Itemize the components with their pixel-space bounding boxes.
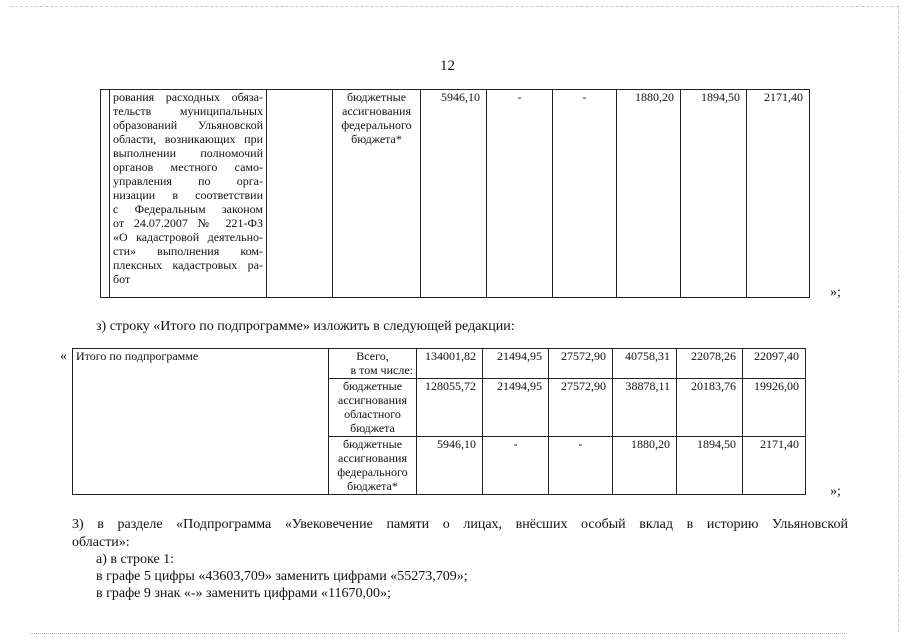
description-line: области, возникающих при	[113, 132, 263, 146]
row-number-cell	[101, 90, 110, 298]
value-cell: 2171,40	[743, 437, 806, 495]
opening-quote: «	[60, 349, 67, 364]
value-cell: 21494,95	[483, 379, 549, 437]
scan-border-right	[898, 6, 899, 632]
paragraph-column-9: в графе 9 знак «-» заменить цифрами «11670,00»;	[96, 586, 391, 601]
description-line: образований Ульяновской	[113, 118, 263, 132]
category-line: федерального	[337, 465, 408, 479]
funding-source-cell	[329, 437, 417, 495]
label-cell: Итого по подпрограмме	[73, 349, 329, 495]
table-total	[72, 348, 806, 495]
category-line: бюджетные	[346, 90, 407, 104]
value-cell: 1880,20	[613, 437, 677, 495]
category-line: ассигнования	[342, 104, 411, 118]
category-line: бюджетные	[342, 437, 403, 451]
category-line: Всего,	[356, 349, 389, 363]
funding-source-cell	[329, 379, 417, 437]
value-cell: 2171,40	[747, 90, 810, 298]
scan-border-top	[10, 6, 899, 7]
page-number: 12	[440, 58, 455, 74]
value-cell: 128055,72	[417, 379, 483, 437]
description-line: от 24.07.2007 № 221-ФЗ	[113, 216, 263, 230]
value-cell: 21494,95	[483, 349, 549, 379]
description-line: выполнении полномочий	[113, 146, 263, 160]
description-line: бот	[113, 272, 131, 286]
paragraph-3: 3) в разделе «Подпрограмма «Увековечение памяти о лицах, внёсших особый вклад в историю Ульяновской	[72, 517, 848, 532]
description-line: управления по орга-	[113, 174, 263, 188]
scan-border-bottom	[30, 633, 845, 634]
value-cell: -	[549, 437, 613, 495]
description-line: тельств муниципальных	[113, 104, 263, 118]
value-cell: 38878,11	[613, 379, 677, 437]
category-line: ассигнования	[338, 451, 407, 465]
category-line: бюджетные	[342, 379, 403, 393]
responsible-cell	[267, 90, 333, 298]
value-cell: 22078,26	[677, 349, 743, 379]
category-line: бюджета	[350, 421, 395, 435]
value-cell: -	[487, 90, 553, 298]
description-line: рования расходных обяза-	[113, 90, 263, 104]
description-line: с Федеральным законом	[113, 202, 263, 216]
value-cell: 5946,10	[417, 437, 483, 495]
value-cell: 1894,50	[681, 90, 747, 298]
funding-source-cell	[329, 349, 417, 379]
closing-quote: »;	[830, 484, 841, 499]
table-row	[73, 349, 806, 379]
description-cell	[110, 90, 267, 298]
value-cell: 1894,50	[677, 437, 743, 495]
paragraph-a: а) в строке 1:	[96, 552, 175, 567]
closing-quote: »;	[830, 285, 841, 300]
value-cell: 40758,31	[613, 349, 677, 379]
paragraph-z: з) строку «Итого по подпрограмме» изложить в следующей редакции:	[96, 319, 515, 334]
description-line: низации в соответствии	[113, 188, 263, 202]
value-cell: -	[483, 437, 549, 495]
value-cell: 19926,00	[743, 379, 806, 437]
category-line: в том числе:	[350, 363, 413, 377]
paragraph-3-continuation: области»:	[72, 535, 130, 550]
description-line: сти» выполнения ком-	[113, 244, 263, 258]
category-line: ассигнования	[338, 393, 407, 407]
value-cell: 134001,82	[417, 349, 483, 379]
category-line: областного	[344, 407, 401, 421]
value-cell: 27572,90	[549, 349, 613, 379]
paragraph-column-5: в графе 5 цифры «43603,709» заменить цифрами «55273,709»;	[96, 569, 468, 584]
value-cell: 27572,90	[549, 379, 613, 437]
description-line: «О кадастровой деятельно-	[113, 230, 263, 244]
category-line: федерального	[341, 118, 412, 132]
value-cell: -	[553, 90, 617, 298]
category-line: бюджета*	[351, 132, 402, 146]
value-cell: 5946,10	[421, 90, 487, 298]
funding-source-cell	[333, 90, 421, 298]
description-line: органов местного само-	[113, 160, 263, 174]
value-cell: 20183,76	[677, 379, 743, 437]
category-line: бюджета*	[347, 479, 398, 493]
description-line: плексных кадастровых ра-	[113, 258, 263, 272]
table-continuation	[100, 89, 810, 298]
value-cell: 1880,20	[617, 90, 681, 298]
table-row	[101, 90, 810, 298]
value-cell: 22097,40	[743, 349, 806, 379]
